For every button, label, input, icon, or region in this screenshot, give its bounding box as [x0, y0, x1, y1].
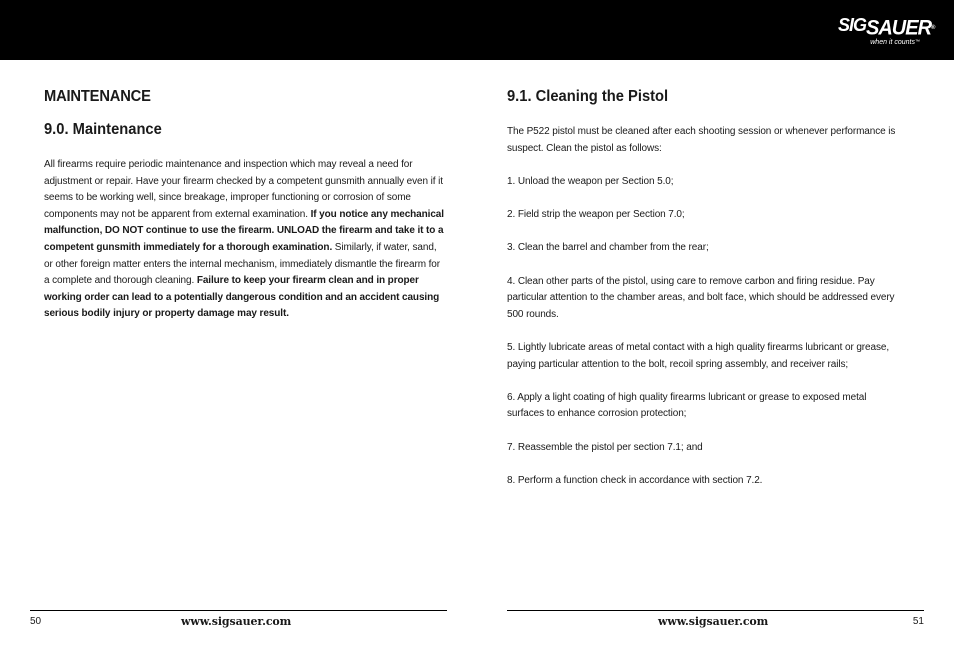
cleaning-step: 7. Reassemble the pistol per section 7.1; and [507, 441, 703, 453]
footer-url-right[interactable]: www.sigsauer.com [658, 615, 769, 628]
cleaning-step: 6. Apply a light coating of high quality firearms lubricant or grease to exposed metal surfaces to enhance corrosion protection; [507, 391, 867, 420]
subsection-title-cleaning: 9.1. Cleaning the Pistol [507, 88, 669, 105]
page-number-left: 50 [30, 616, 42, 627]
footer-rule-left [30, 610, 447, 611]
sig-sauer-logo: SIGSAUER® when it counts™ [838, 14, 935, 46]
cleaning-step: 8. Perform a function check in accordance with section 7.2. [507, 474, 763, 486]
subsection-title-maintenance: 9.0. Maintenance [44, 121, 162, 138]
cleaning-step: 1. Unload the weapon per Section 5.0; [507, 176, 674, 187]
cleaning-steps-list [507, 174, 902, 506]
paragraph-text: All firearms require periodic maintenance and inspection which may reveal a need for adjustment or repair. Have your firearm checked by a competent gunsmith annually even if it seems to be working well, since breakage, improper functioning or corrosion of some components may not be apparent from external examination. [44, 159, 443, 220]
section-title: MAINTENANCE [44, 88, 151, 105]
header-bar [0, 0, 954, 60]
cleaning-step: 3. Clean the barrel and chamber from the rear; [507, 242, 709, 254]
footer-rule-right [507, 610, 924, 611]
cleaning-intro: The P522 pistol must be cleaned after each shooting session or whenever performance is suspect. Clean the pistol as follows: [507, 126, 896, 154]
logo-tagline: when it counts™ [870, 39, 920, 46]
cleaning-step: 5. Lightly lubricate areas of metal contact with a high quality firearms lubricant or grease, paying particular attention to the bolt, recoil spring assembly, and receiver rails; [507, 341, 890, 370]
cleaning-step: 2. Field strip the weapon per Section 7.0; [507, 209, 685, 221]
maintenance-paragraph [44, 157, 447, 323]
footer-url-left[interactable]: www.sigsauer.com [181, 615, 292, 628]
page-number-right: 51 [912, 616, 924, 627]
warning-text: If you notice any mechanical malfunction, DO NOT continue to use the firearm. UNLOAD the firearm and take it to a competent gunsmith immediately for a thorough examination. [44, 208, 444, 253]
warning-text: Failure to keep your firearm clean and in proper working order can lead to a potentially dangerous condition and an accident causing serious bodily injury or property damage may result. [44, 275, 440, 320]
logo-sauer-text: SAUER [866, 16, 932, 40]
paragraph-text: Similarly, if water, sand, or other foreign matter enters the internal mechanism, immediately dismantle the firearm for a complete and thorough cleaning. [44, 241, 440, 287]
logo-sig-text: SIG [838, 14, 867, 36]
cleaning-step: 4. Clean other parts of the pistol, using care to remove carbon and firing residue. Pay particular attention to the chamber areas, and bolt face, which should be addressed every 500 rounds. [507, 275, 895, 320]
